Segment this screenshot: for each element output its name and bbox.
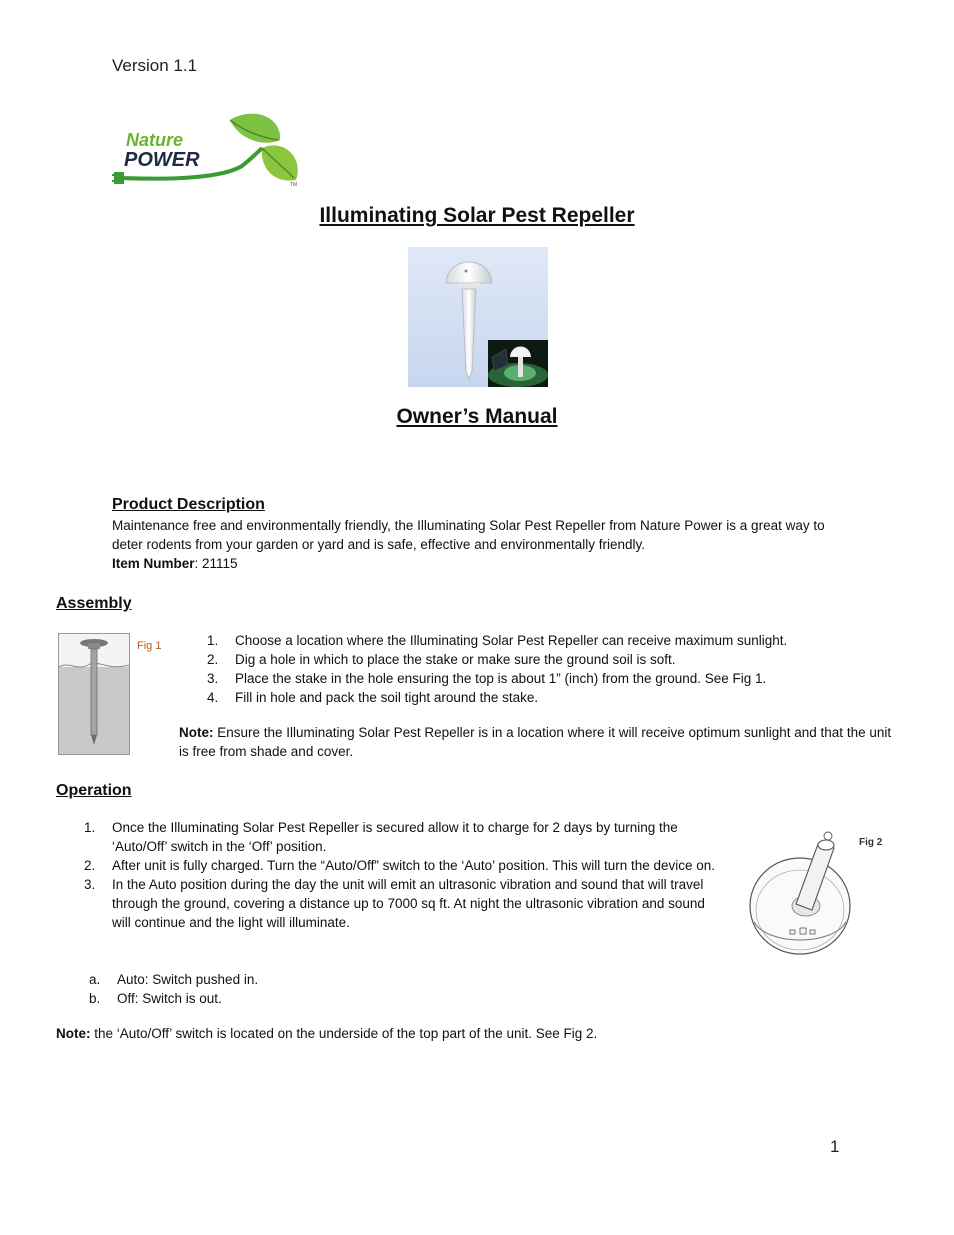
note-text: Ensure the Illuminating Solar Pest Repeller is in a location where it will receive optimum sunlight and that the unit is free from shade and cover. (179, 725, 892, 759)
item-text: Off: Switch is out. (117, 991, 222, 1006)
item-number (112, 554, 238, 573)
item-letter: b. (89, 991, 101, 1006)
logo-text-nature: Nature (126, 130, 184, 150)
note-text: the ‘Auto/Off’ switch is located on the underside of the top part of the unit. See Fig 2. (90, 1026, 598, 1041)
product-description-heading: Product Description (112, 496, 265, 513)
step-text: Fill in hole and pack the soil tight around the stake. (235, 690, 539, 705)
step-text: After unit is fully charged. Turn the “Auto/Off” switch to the ‘Auto’ position. This will turn the device on. (112, 858, 716, 873)
step-number: 3. (84, 877, 96, 892)
operation-steps (84, 818, 724, 932)
document-title: Illuminating Solar Pest Repeller (319, 204, 635, 227)
product-description-text: Maintenance free and environmentally friendly, the Illuminating Solar Pest Repeller from Nature Power is a great way to deter rodents from your garden or yard and is safe, effective and environmentally friendly. (112, 518, 825, 552)
step-number: 2. (84, 858, 96, 873)
fig2-label: Fig 2 (859, 837, 883, 848)
manual-title: Owner’s Manual (396, 405, 558, 428)
step-text: Once the Illuminating Solar Pest Repeller is secured allow it to charge for 2 days by turning the ‘Auto/Off’ switch in the ‘Off’ position. (112, 820, 678, 854)
assembly-note (179, 723, 899, 761)
operation-heading: Operation (56, 782, 132, 799)
assembly-steps (207, 631, 907, 707)
list-item (207, 688, 907, 707)
logo-trademark: TM (290, 182, 298, 188)
switch-positions-list (89, 970, 589, 1008)
item-letter: a. (89, 972, 101, 987)
step-number: 1. (84, 820, 96, 835)
note-label: Note: (179, 725, 214, 740)
step-number: 1. (207, 633, 219, 648)
list-item (207, 631, 907, 650)
step-number: 4. (207, 690, 219, 705)
logo-text-power: POWER (124, 149, 200, 171)
page-number: 1 (830, 1137, 840, 1156)
step-text: In the Auto position during the day the unit will emit an ultrasonic vibration and sound that will travel through the ground, covering a distance up to 7000 sq ft. At night the ultrasonic vibration and sound will continue and the light will illuminate. (112, 877, 705, 930)
version-label: Version 1.1 (112, 56, 198, 75)
product-photo (408, 247, 548, 387)
step-text: Choose a location where the Illuminating Solar Pest Repeller can receive maximum sunlight. (235, 633, 788, 648)
assembly-heading: Assembly (56, 595, 132, 612)
list-item (207, 669, 907, 688)
step-text: Dig a hole in which to place the stake or make sure the ground soil is soft. (235, 652, 676, 667)
item-number-value: : 21115 (194, 556, 238, 571)
step-number: 3. (207, 671, 219, 686)
item-text: Auto: Switch pushed in. (117, 972, 259, 987)
fig1-illustration (58, 633, 130, 755)
list-item (84, 875, 724, 932)
step-text: Place the stake in the hole ensuring the top is about 1” (inch) from the ground. See Fig 1. (235, 671, 767, 686)
note-label: Note: (56, 1026, 91, 1041)
list-item (207, 650, 907, 669)
operation-note (56, 1024, 916, 1043)
nature-power-logo (112, 108, 302, 188)
list-item (84, 818, 724, 856)
item-number-label: Item Number (112, 556, 195, 571)
fig2-illustration (748, 826, 853, 956)
list-item (84, 856, 724, 875)
step-number: 2. (207, 652, 219, 667)
list-item (89, 989, 589, 1008)
list-item (89, 970, 589, 989)
fig1-label: Fig 1 (137, 640, 162, 652)
